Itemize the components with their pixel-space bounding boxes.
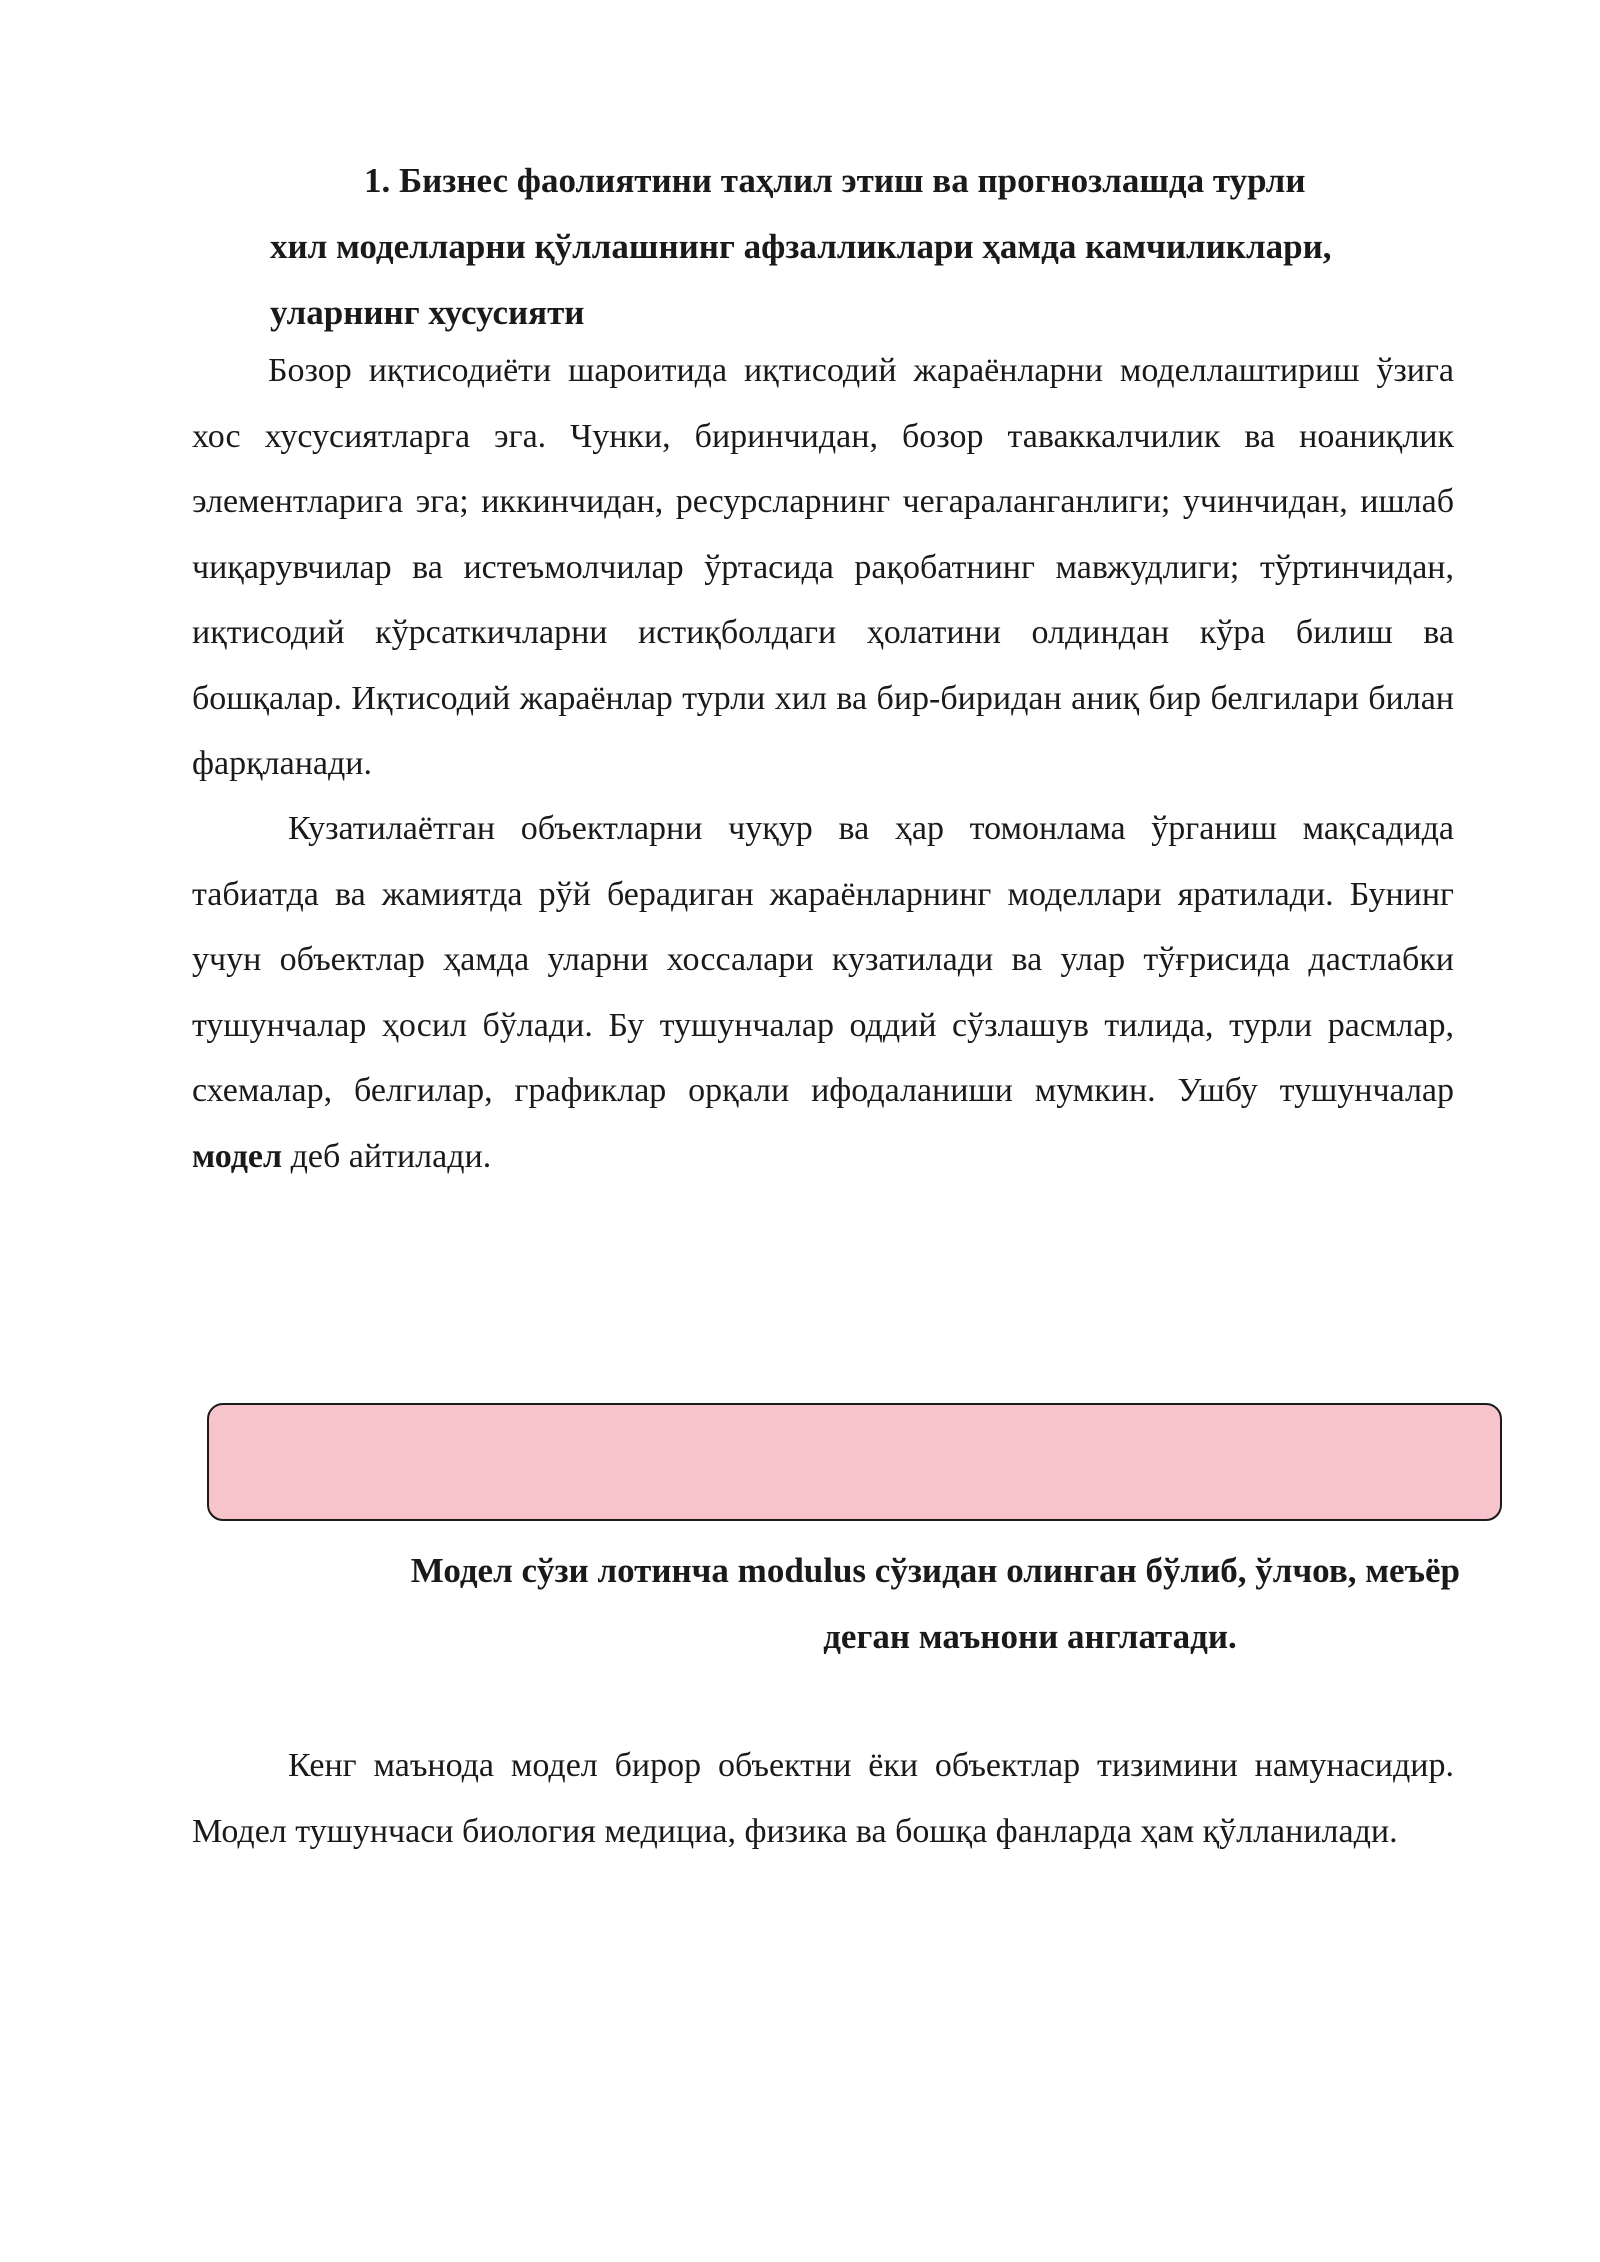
highlight-box	[207, 1403, 1502, 1521]
definition-line-2: деган маънони англатади.	[823, 1617, 1237, 1656]
model-definition	[300, 1538, 1460, 1670]
section-heading	[270, 148, 1460, 346]
paragraph-market-modeling: Бозор иқтисодиёти шароитида иқтисодий жараёнларни моделлаштириш ўзига хос хусусиятларга эга. Чунки, биринчидан, бозор таваккалчилик ва ноаниқлик элементларига эга; иккинчидан, ресурсларнинг чегараланганлиги; учинчидан, ишлаб чиқарувчилар ва истеъмолчилар ўртасида рақобатнинг мавжудлиги; тўртинчидан, иқтисодий кўрсаткичларни истиқболдаги ҳолатини олдиндан кўра билиш ва бошқалар. Иқтисодий жараёнлар турли хил ва бир-биридан аниқ бир белгилари билан фарқланади.	[192, 352, 1454, 782]
definition-line-1: Модел сўзи лотинча modulus сўзидан олинган бўлиб, ўлчов, меъёр	[410, 1551, 1460, 1590]
model-term: модел	[192, 1137, 283, 1175]
paragraph-model-creation-ending: деб айтилади.	[290, 1137, 492, 1175]
heading-line-3: уларнинг хусусияти	[270, 293, 585, 332]
heading-line-1: 1. Бизнес фаолиятини таҳлил этиш ва прогнозлашда турли	[364, 161, 1306, 200]
heading-line-2: хил моделларни қўллашнинг афзалликлари ҳамда камчиликлари,	[270, 227, 1332, 266]
paragraph-model-creation	[192, 796, 1454, 1189]
paragraph-model-creation-text: Кузатилаётган объектларни чуқур ва ҳар томонлама ўрганиш мақсадида табиатда ва жамиятда рўй берадиган жараёнларнинг моделлари яратилади. Бунинг учун объектлар ҳамда уларни хоссалари кузатилади ва улар тўғрисида дастлабки тушунчалар ҳосил бўлади. Бу тушунчалар оддий сўзлашув тилида, турли расмлар, схемалар, белгилар, графиклар орқали ифодаланиши мумкин. Ушбу тушунчалар	[192, 810, 1454, 1109]
paragraph-broad-meaning: Кенг маънода модел бирор объектни ёки объектлар тизимини намунасидир. Модел тушунчаси биология медициа, физика ва бошқа фанларда ҳам қўлланилади.	[192, 1747, 1454, 1850]
